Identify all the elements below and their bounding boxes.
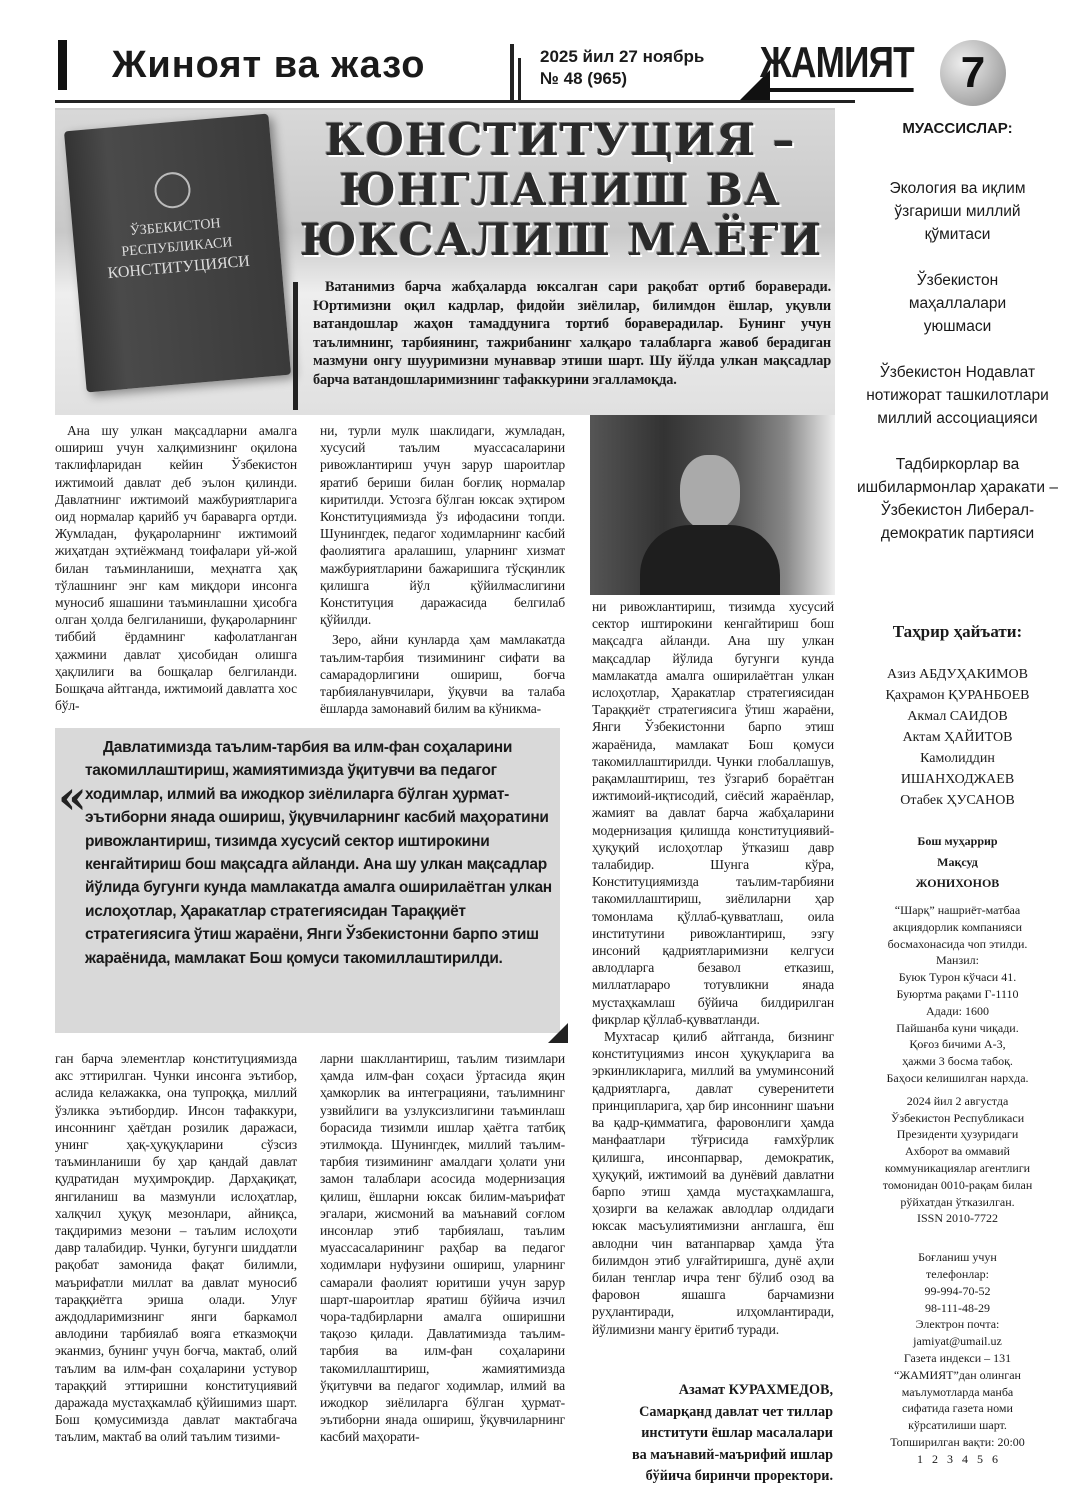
author-name: Азамат КУРАХМЕДОВ, <box>678 1382 833 1398</box>
column-2-bottom <box>320 1050 565 1446</box>
book-text: РЕСПУБЛИКАСИ <box>120 235 234 260</box>
column-1-bottom <box>55 1050 297 1446</box>
editor-surname: ЖОНИХОНОВ <box>915 876 1000 890</box>
book-text: ЎЗБЕКИСТОН <box>129 216 222 240</box>
pull-quote: Давлатимизда таълим-тарбия ва илм-фан соҳаларини такомиллаштириш, жамиятимизда ўқитувчи ва педагог ходимлар, илмий ва ижодкор зиёлиларга бўлган ҳурмат-эътиборни янада ошириш, ўқувчиларнинг касбий маҳоратини ривожлантириш, тизимда хусусий сектор иштирокини кенгайтириш бош мақсадга айланди. Ана шу улкан мақсадлар йўлида бугунги кунда мамлакатда амалга оширилаётган улкан ислоҳотлар, Ҳаракатлар стратегиясидан Тараққиёт стратегиясига ўтиш жараёни, Янги Ўзбекистонни барпо этиш жараёнида, мамлакат Бош қомуси такомиллаштирилди. <box>85 739 552 967</box>
board-member: Камолиддин <box>920 751 995 766</box>
paragraph: Мухтасар қилиб айтганда, бизнинг конституциямиз инсон ҳуқуқларига ва эркинликларига, миллий ва умуминсоний қадриятларга, давлат суверенитети принципларига, ҳар бир инсоннинг шаъни ва қадр-қимматига, фаровонлиги ҳамда манфаатлари тўғрисида ғамхўрлик қилишга, инсонпарвар, демократик, ҳуқуқий, ижтимоий ва дунёвий давлатни барпо этиш ҳамда мустаҳкамлашга, ҳозирги ва келажак авлодлар олдидаги юксак масъулиятимизни англашга, ёш авлодни чин ватанпарвар ҳамда ўта билимдон этиб улғайтиришга, дунё аҳли билан тенглар ичра тенг бўлиб озод ва фаровон яшашга барчамизни руҳлантиради, илҳомлантиради, йўлимизни мангу ёритиб туради. <box>592 1029 834 1337</box>
constitution-book-image <box>64 114 291 393</box>
issue-number: № 48 (965) <box>540 69 627 88</box>
author-title: ва маънавий-маърифий ишлар <box>631 1446 833 1463</box>
paragraph: Ана шу улкан мақсадларни амалга ошириш учун халқимизнинг оқилона таклифларидан кейин Ўзбекистон ижтимоий давлат деб эълон қилинди. Давлатнинг ижтимоий мажбуриятларига оид нормалар қарийб уч бараварга ортди. Жумладан, фуқароларнинг ижтимоий жиҳатдан эҳтиёжманд тоифалари уй-жой билан таъминланиши, меҳнатга ҳақ тўлашнинг энг кам миқдори инсонга муносиб яшашини таъминлашни ҳисобга олган ҳолда белгиланиши, фуқароларнинг тиббий ёрдамнинг кафолатланган ҳажмини давлат ҳисобидан олишга ҳақлилиги ва бошқалар белгиланди. Бошқача айтганда, ижтимоий давлатга хос бўл- <box>55 423 297 714</box>
section-title: Жиноят ва жазо <box>112 44 426 86</box>
paragraph: ган барча элементлар конституциямизда акс эттирилган. Чунки инсонга эътибор, аслида келажакка, она тупроққа, миллий ўзликка эътибордир. Инсон тафаккури, инсоннинг ҳаётдан розилик даражаси, унинг ҳақ-ҳуқуқларини сўзсиз таъминланиши бу ҳар қандай давлат қудратидан муҳимроқдир. Дарҳақиқат, янгиланиш ва мазмунли ислоҳатлар, халқчил ҳуқуқ мезонлари, айниқса, тақдиримиз мезони – таълим ислоҳоти давр талабидир. Чунки, бугунги шиддатли рақобат замонида фақат билимли, маърифатли миллат ва давлат муносиб тараққиётга эриша олади. Улуғ аждодларимизнинг янги баркамол авлодини тарбиялаб вояга етказмоқчи эканмиз, бунинг учун боғча, мактаб, олий таълим ва илм-фан соҳаларини устувор тараққий эттиришни конституциявий даражада мустаҳкамлаб қўйишимиз шарт. Бош қомусимизда давлат мактабгача таълим, мактаб ва олий таълим тизими- <box>55 1051 297 1445</box>
contact-info: Боғланиш учун телефонлар: 99-994-70-52 98-111-48-29 Электрон почта: jamiyat@umail.uz Газета индекси – 131 “ЖАМИЯТ”дан олинган маълумотларда манба сифатида газета номи кўрсатилиши шарт. Топширилган вақти: 20:00 1 2 3 4 5 6 <box>845 1249 1070 1467</box>
quote-mark-icon: « <box>58 770 87 824</box>
book-text: КОНСТИТУЦИЯСИ <box>107 252 251 283</box>
issue-info <box>540 46 704 90</box>
founder: Экология ва иқлим ўзгариши миллий қўмитаси <box>889 180 1026 243</box>
paragraph: Зеро, айни кунларда ҳам мамлакатда таълим-тарбия тизимининг сифати ва самарадорлигини ошириш, боғча тарбияланувчилари, ўқувчи ва талаба ёшларда замонавий билим ва кўникма- <box>320 632 565 717</box>
column-3 <box>592 598 834 1338</box>
board-member: Қаҳрамон ҚУРАНБОЕВ <box>885 688 1030 703</box>
divider <box>518 58 521 100</box>
headline-line: КОНСТИТУЦИЯ – <box>324 115 796 166</box>
board-member: Азиз АБДУҲАКИМОВ <box>887 667 1028 682</box>
article-lead: Ватанимиз барча жабҳаларда юксалган сари рақобат ортиб бораверади. Юртимизни оқил кадрлар, фидойи зиёлилар, билимдон ёшлар, уқувли ватандошлар жаҳон тамаддунига тортиб бораверадилар. Бунинг учун таълимнинг, тарбиянинг, тажрибанинг халқаро талабларга жавоб берадиган мазмуни онгу шууримизни мунаввар этиши шарт. Шу йўлда улкан мақсадлар барча ватандошларимизнинг тафаккурини эгалламоқда. <box>313 279 831 388</box>
quote-corner <box>548 1023 568 1043</box>
email-link[interactable]: jamiyat@umail.uz <box>913 1334 1002 1349</box>
emblem-icon <box>153 171 192 210</box>
author-photo <box>590 415 835 595</box>
paragraph: ларни шакллантириш, таълим тизимлари ҳамда илм-фан соҳаси ўртасида яқин ҳамкорлик ва интеграцияни, таълимнинг узвийлиги ва узлуксизлигини таъминлаш борасида тизимли ишлар ҳаётга татбиқ этилмоқда. Шунингдек, миллий таълим-тарбия тизимининг амалдаги ҳолати уни замон талаблари асосида модернизация қилиш, ёшларни юксак билим-маърифат эгалари, жисмоний ва маънавий соғлом инсонлар этиб тарбиялаш, таълим муассасаларининг раҳбар ва педагог ходимлари нуфузини ошириш, уларнинг самарали фаолият юритиши учун зарур шарт-шароитлар яратиш бўйича изчил чора-тадбирларни амалга оширишни тақозо қилади. Давлатимизда таълим-тарбия ва илм-фан соҳаларини такомиллаштириш, жамиятимизда ўқитувчи ва педагог ходимлар, илмий ва ижодкор зиёлиларга бўлган ҳурмат-эътиборни янада ошириш, ўқувчиларнинг касбий маҳорати- <box>320 1051 565 1445</box>
author-title: бўйича биринчи проректори. <box>645 1468 833 1484</box>
board-member: ИШАНХОДЖАЕВ <box>900 772 1015 787</box>
sidebar-board <box>845 622 1070 1468</box>
founder: Ўзбекистон маҳаллалари уюшмаси <box>908 272 1007 335</box>
paragraph: ни ривожлантириш, тизимда хусусий сектор иштирокини кенгайтириш бош мақсадга айланди. Ана шу улкан мақсадлар йўлида бугунги кунда мамлакатда амалга оширилаётган улкан ислоҳотлар, Ҳаракатлар стратегиясидан Тараққиёт стратегиясига ўтиш жараёни, Янги Ўзбекистонни барпо этиш жараёнида, мамлакат Бош қомуси такомиллаштирилди. Чунки глобаллашув, рақамлаштириш, тез ўзгариб бораётган ижтимоий-иқтисодий, сиёсий жараёнлар, жамият ва давлат барча жабҳаларини модернизация қилишда конституциявий-ҳуқуқий ислоҳотлар ўтказиш давр талабидир. Шунга кўра, Конституциямизда таълим-тарбияни такомиллаштириш, зиёлиларни ҳар томонлама қўллаб-қувватлаш, оила институтини ривожлантириш, эзгу инсоний қадриятларимизни келгуси авлодларга безавол етказиш, миллатлараро тотувликни янада мустаҳкамлаш бўйича билдирилган фикрлар қўллаб-қувватланди. <box>592 599 834 1027</box>
editor-name: Мақсуд <box>937 855 978 869</box>
section-bar <box>58 40 67 90</box>
editor-label: Бош муҳаррир <box>917 834 998 848</box>
paragraph: ни, турли мулк шаклидаги, жумладан, хусусий таълим муассасаларини ривожлантириш учун зарур шароитлар яратиб бериши билан боғлиқ нормалар киритилди. Устозга бўлган юксак эҳтиром Конституциямизда ўз ифодасини топди. Шунингдек, педагог ходимларнинг касбий фаолиятига аралашиш, уларнинг хизмат мажбуриятларини бажаришига тўсқинлик қилишга йўл қўйилмаслигини Конституция даражасида белгилаб қўйилди. <box>320 423 565 628</box>
column-1-top <box>55 422 297 714</box>
registration-info: 2024 йил 2 августда Ўзбекистон Республикаси Президенти ҳузуридаги Ахборот ва оммавий коммуникациялар агентлиги томонидан 0010-рақам билан рўйхатдан ўтказилган. ISSN 2010-7722 <box>882 1093 1033 1226</box>
founder: Ўзбекистон Нодавлат нотижорат ташкилотлари миллий ассоциацияси <box>866 364 1049 427</box>
author-title: Самарқанд давлат чет тиллар <box>639 1403 833 1420</box>
board-member: Актам ҲАЙИТОВ <box>902 730 1013 745</box>
newspaper-logo: ЖАМИЯТ <box>760 38 914 92</box>
print-info: “Шарқ” нашриёт-матбаа акциядорлик компанияси босмахонасида чоп этилди. Манзил: Буюк Турон кўчаси 41. Буюртма рақами Г-1110 Адади: 1600 Пайшанба куни чиқади. Қоғоз бичими А-3, ҳажми 3 босма табоқ. Баҳоси келишилган нархда. <box>886 903 1029 1085</box>
article-headline <box>300 115 823 266</box>
lead-bar <box>293 282 298 410</box>
divider <box>510 44 514 100</box>
header-rule <box>55 100 855 103</box>
author-title: институти ёшлар масалалари <box>641 1425 833 1441</box>
headline-line: ЮНГЛАНИШ ВА <box>339 165 781 216</box>
issue-date: 2025 йил 27 ноябрь <box>540 47 705 66</box>
sidebar-founders <box>845 120 1070 568</box>
founders-title: МУАССИСЛАР: <box>902 120 1013 137</box>
author-signature <box>600 1380 833 1488</box>
founder: Тадбиркорлар ва ишбилармонлар ҳаракати – Ўзбекистон Либерал-демократик партияси <box>856 456 1059 542</box>
page-number-globe-icon: 7 <box>940 40 1006 106</box>
column-2-top <box>320 422 565 717</box>
board-title: Таҳрир ҳайъати: <box>892 622 1023 641</box>
board-member: Акмал САИДОВ <box>907 709 1008 724</box>
headline-line: ЮКСАЛИШ МАЁҒИ <box>300 215 823 266</box>
board-member: Отабек ҲУСАНОВ <box>900 793 1015 808</box>
